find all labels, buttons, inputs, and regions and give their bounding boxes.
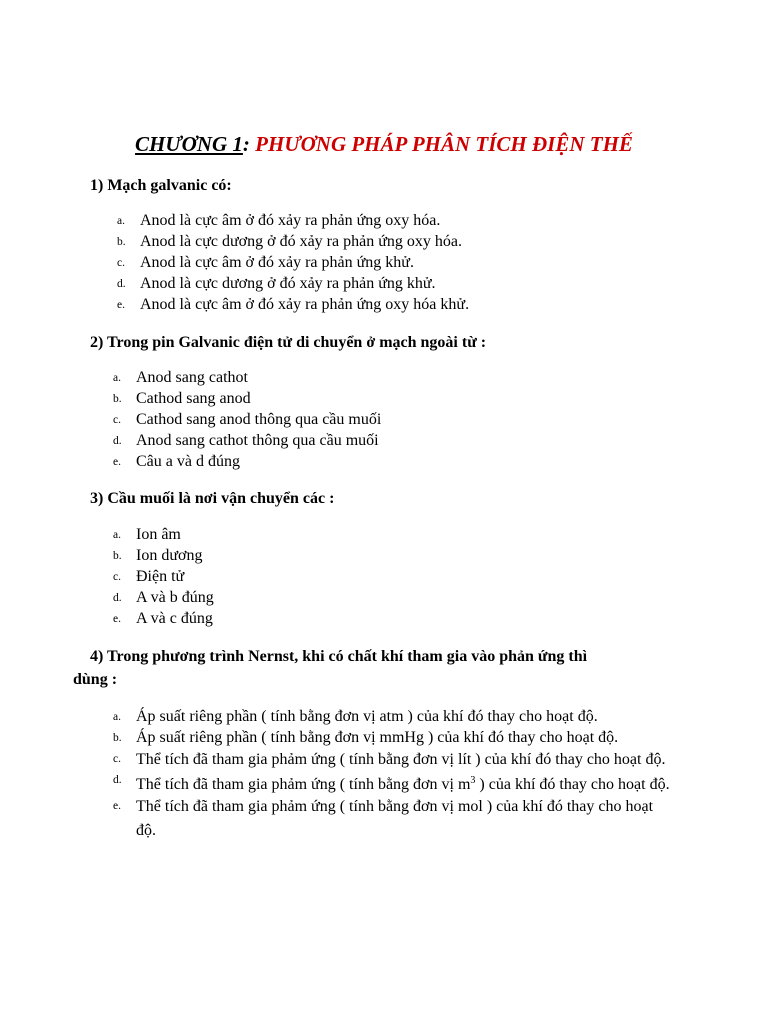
option-text: Ion dương <box>136 547 203 564</box>
option-text: Điện tử <box>136 568 185 585</box>
option-letter: b. <box>113 550 122 562</box>
option-text: Cathod sang anod thông qua cầu muối <box>136 411 382 428</box>
option-4b <box>113 727 676 748</box>
option-text: Câu a và d đúng <box>136 453 240 470</box>
question-2: 2) Trong pin Galvanic điện tử di chuyển ở mạch ngoài từ : <box>90 334 487 351</box>
option-letter: e. <box>113 456 121 468</box>
chapter-subject: PHƯƠNG PHÁP PHÂN TÍCH ĐIỆN THẾ <box>249 132 633 156</box>
option-text: Anod là cực âm ở đó xảy ra phản ứng oxy hóa khử. <box>140 296 470 313</box>
question-4-options <box>113 706 676 843</box>
option-letter: e. <box>113 613 121 625</box>
option-text: Thể tích đã tham gia phảm ứng ( tính bằng đơn vị lít ) của khí đó thay cho hoạt độ. <box>136 751 666 768</box>
option-4e <box>113 795 676 843</box>
option-text: Cathod sang anod <box>136 390 251 407</box>
option-letter: d. <box>113 592 122 604</box>
option-letter: c. <box>113 753 121 765</box>
superscript-3: 3 <box>470 775 476 786</box>
question-3: 3) Cầu muối là nơi vận chuyển các : <box>90 490 335 507</box>
option-letter: b. <box>117 236 126 248</box>
question-4-line-1: 4) Trong phương trình Nernst, khi có chất khí tham gia vào phản ứng thì <box>90 648 588 665</box>
option-letter: c. <box>113 414 121 426</box>
option-text-before: Thể tích đã tham gia phảm ứng ( tính bằng đơn vị m <box>136 776 471 793</box>
option-letter: d. <box>113 435 122 447</box>
option-text: A và b đúng <box>136 589 214 606</box>
question-4-line-2: dùng : <box>73 671 118 688</box>
option-text: Áp suất riêng phần ( tính bằng đơn vị mmHg ) của khí đó thay cho hoạt độ. <box>136 729 619 746</box>
option-text: Áp suất riêng phần ( tính bằng đơn vị atm ) của khí đó thay cho hoạt độ. <box>136 708 598 725</box>
option-4a <box>113 706 676 727</box>
option-text: Anod là cực dương ở đó xảy ra phản ứng oxy hóa. <box>140 233 462 250</box>
chapter-title <box>0 128 768 160</box>
option-letter: d. <box>117 278 126 290</box>
question-1: 1) Mạch galvanic có: <box>90 177 232 194</box>
option-letter: a. <box>113 529 121 541</box>
option-text: Anod sang cathot <box>136 369 248 386</box>
option-letter: a. <box>113 711 121 723</box>
option-4d <box>113 769 676 797</box>
option-text <box>136 769 676 797</box>
option-letter: b. <box>113 732 122 744</box>
option-text: Anod là cực dương ở đó xảy ra phản ứng khử. <box>140 275 436 292</box>
chapter-number: CHƯƠNG 1 <box>135 132 243 156</box>
title-colon: : <box>242 132 250 156</box>
option-text: A và c đúng <box>136 610 213 627</box>
option-letter: b. <box>113 393 122 405</box>
option-text-after: ) của khí đó thay cho hoạt độ. <box>475 776 670 793</box>
option-letter: d. <box>113 774 122 786</box>
option-text: Anod là cực âm ở đó xảy ra phản ứng oxy hóa. <box>140 212 441 229</box>
option-letter: c. <box>117 257 125 269</box>
option-text: Anod là cực âm ở đó xảy ra phản ứng khử. <box>140 254 414 271</box>
option-text: Anod sang cathot thông qua cầu muối <box>136 432 379 449</box>
option-text: Thể tích đã tham gia phảm ứng ( tính bằng đơn vị mol ) của khí đó thay cho hoạt độ. <box>136 798 654 839</box>
option-letter: e. <box>117 299 125 311</box>
option-letter: c. <box>113 571 121 583</box>
option-letter: a. <box>113 372 121 384</box>
option-text: Ion âm <box>136 526 181 543</box>
option-letter: a. <box>117 215 125 227</box>
option-letter: e. <box>113 800 121 812</box>
